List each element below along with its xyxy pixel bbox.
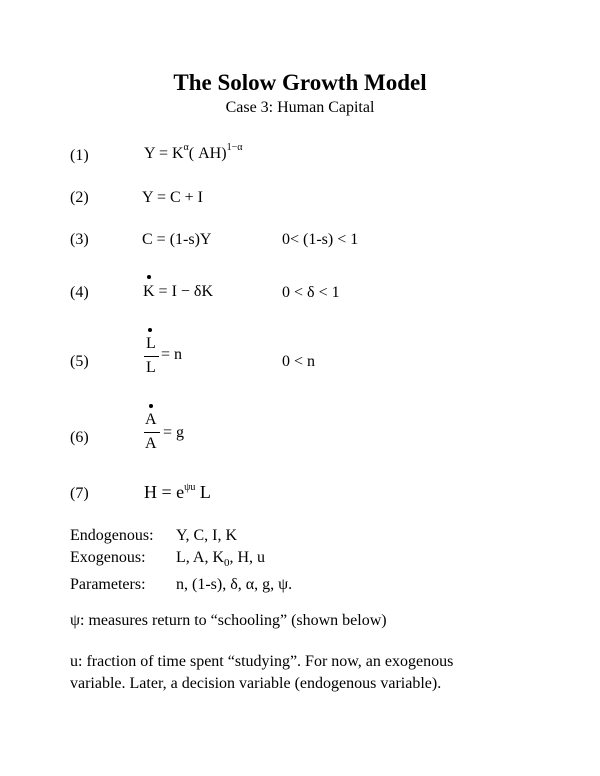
exogenous-value-pre: L, A, K: [176, 549, 224, 566]
fraction-bar: [144, 432, 160, 433]
endogenous-value: Y, C, I, K: [176, 527, 238, 544]
variables-block: [70, 525, 292, 596]
equation-3: C = (1-s)Y: [142, 231, 212, 248]
equation-4: K = I − δK: [143, 283, 214, 300]
u-note: [70, 651, 453, 695]
equation-7: [144, 482, 211, 503]
time-derivative-dot-icon: [147, 275, 151, 279]
equation-number-2: (2): [70, 189, 89, 206]
equation-number-7: (7): [70, 485, 89, 502]
equation-number-1: (1): [70, 147, 89, 164]
equation-number-4: (4): [70, 284, 89, 301]
endogenous-label: Endogenous:: [70, 527, 154, 544]
equation-5-condition: 0 < n: [282, 353, 316, 370]
equation-1-exp-one-minus-alpha: 1−α: [226, 142, 243, 153]
u-note-line-2: variable. Later, a decision variable (endogenous variable).: [70, 675, 442, 692]
parameters-row: [70, 574, 292, 596]
equation-7-rhs: L: [195, 482, 211, 502]
equation-4-condition: 0 < δ < 1: [282, 284, 340, 301]
equation-5-denominator: L: [146, 359, 156, 376]
equation-5-numerator: L: [146, 335, 156, 352]
equation-number-6: (6): [70, 429, 89, 446]
exogenous-value-post: , H, u: [229, 549, 266, 566]
time-derivative-dot-icon: [148, 328, 152, 332]
time-derivative-dot-icon: [149, 404, 153, 408]
equation-7-lhs: H = e: [144, 482, 185, 502]
exogenous-subscript: 0: [224, 557, 230, 570]
page-title: The Solow Growth Model: [173, 70, 427, 95]
equation-7-exp: ψu: [184, 482, 196, 493]
page-subtitle: Case 3: Human Capital: [225, 99, 375, 116]
equation-1-lhs: Y = K: [144, 145, 184, 162]
u-note-line-1: u: fraction of time spent “studying”. For now, an exogenous: [70, 653, 454, 670]
parameters-label: Parameters:: [70, 576, 146, 594]
equation-6-rhs: = g: [163, 424, 185, 441]
exogenous-row: [70, 547, 292, 574]
equation-1-exp-alpha: α: [183, 142, 189, 153]
fraction-bar: [144, 356, 159, 357]
equation-2: Y = C + I: [142, 189, 204, 206]
endogenous-row: [70, 525, 292, 547]
equation-number-3: (3): [70, 231, 89, 248]
equation-6-denominator: A: [145, 435, 157, 452]
equation-6-numerator: A: [145, 411, 157, 428]
psi-note: ψ: measures return to “schooling” (shown below): [70, 612, 387, 629]
equation-3-condition: 0< (1-s) < 1: [282, 231, 359, 248]
exogenous-label: Exogenous:: [70, 549, 146, 566]
equation-1-mid: ( AH): [188, 145, 227, 162]
equation-1: [144, 142, 243, 163]
equation-5-rhs: = n: [161, 346, 183, 363]
parameters-value: n, (1-s), δ, α, g, ψ.: [176, 576, 293, 594]
equation-number-5: (5): [70, 353, 89, 370]
